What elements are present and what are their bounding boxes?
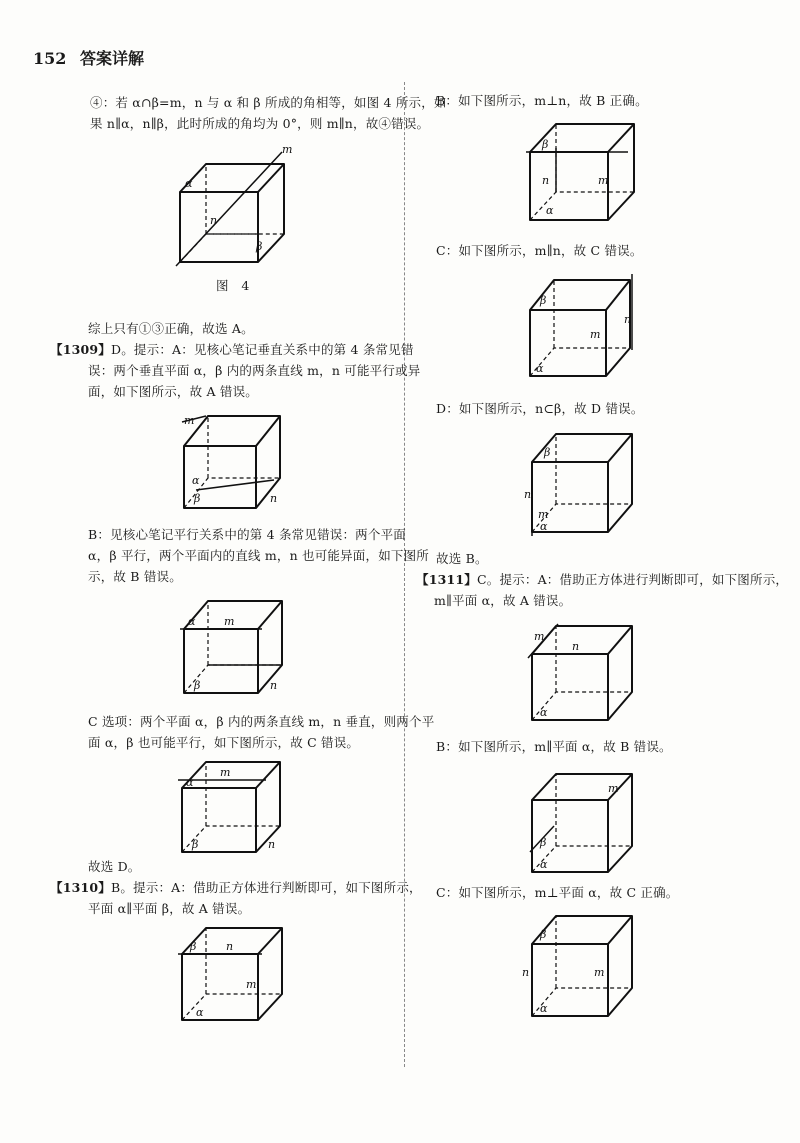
- text-line: D。提示：A：见核心笔记垂直关系中的第 4 条常见错: [111, 342, 414, 357]
- label-alpha: α: [192, 474, 200, 487]
- text-line: B。提示：A：借助正方体进行判断即可，如下图所示，: [111, 880, 422, 895]
- figure-1309-c-cube: [176, 758, 290, 858]
- label-beta: β: [192, 838, 199, 851]
- figure-1309-a-cube: [178, 408, 290, 516]
- label-alpha: α: [188, 615, 196, 628]
- figure-1310-d-cube: [522, 428, 642, 540]
- figure-1309-b-cube: [178, 595, 290, 701]
- figure-1310-c-label-n: [622, 312, 636, 326]
- choose-d-text: 故选 D。: [88, 859, 141, 874]
- label-m: m: [184, 414, 195, 427]
- figure-1310-c-cube: [520, 270, 644, 382]
- conclusion-text: 综上只有①③正确，故选 A。: [88, 321, 254, 336]
- label-n: n: [270, 679, 278, 692]
- text-line: α，β 平行，两个平面内的直线 m，n 也可能异面，如下图所: [88, 548, 429, 563]
- right-b1-text: B：如下图所示，m⊥n，故 B 正确。: [436, 93, 648, 108]
- label-beta: β: [194, 492, 201, 505]
- label-n: n: [572, 640, 580, 653]
- figure-4-cube: [170, 140, 300, 272]
- label-beta: β: [542, 138, 549, 151]
- choose-b-text: 故选 B。: [436, 551, 488, 566]
- paragraph-case4: [90, 92, 447, 134]
- label-alpha: α: [196, 1006, 204, 1019]
- text-line: 面 α，β 也可能平行，如下图所示，故 C 错误。: [88, 735, 360, 750]
- label-alpha: α: [185, 177, 193, 190]
- label-n: n: [270, 492, 278, 505]
- label-beta: β: [540, 928, 547, 941]
- label-beta: β: [540, 294, 547, 307]
- label-beta: β: [540, 836, 547, 849]
- figure-1310-a-cube: [176, 922, 290, 1028]
- label-m: m: [534, 630, 545, 643]
- figure-4-caption: 图 4: [216, 278, 250, 293]
- text-line: C。提示：A：借助正方体进行判断即可，如下图所示，: [477, 572, 789, 587]
- right-c2-text: C：如下图所示，m⊥平面 α，故 C 正确。: [436, 885, 679, 900]
- figure-1310-b-cube: [520, 118, 644, 228]
- text-line: 误：两个垂直平面 α，β 内的两条直线 m，n 可能平行或异: [88, 363, 421, 378]
- paragraph-b: [88, 524, 429, 587]
- label-n: n: [624, 313, 632, 326]
- label-m: m: [608, 782, 619, 795]
- question-tag: 【1309】: [50, 342, 111, 357]
- question-tag: 【1310】: [50, 880, 111, 895]
- page-header: [33, 46, 152, 69]
- label-n: n: [542, 174, 550, 187]
- right-b2-text: B：如下图所示，m∥平面 α，故 B 错误。: [436, 739, 672, 754]
- label-n: n: [524, 488, 532, 501]
- question-1310: [50, 877, 422, 919]
- text-line: 示，故 B 错误。: [88, 569, 182, 584]
- page-title: 答案详解: [79, 49, 144, 68]
- label-beta: β: [190, 940, 197, 953]
- label-alpha: α: [186, 776, 194, 789]
- question-1311: [416, 569, 788, 611]
- label-m: m: [220, 766, 231, 779]
- paragraph-c: [88, 711, 434, 753]
- text-line: 面，如下图所示，故 A 错误。: [88, 384, 258, 399]
- label-m: m: [282, 143, 293, 156]
- right-d1-text: D：如下图所示，n⊂β，故 D 错误。: [436, 401, 644, 416]
- label-n: n: [268, 838, 276, 851]
- text-line: C 选项：两个平面 α，β 内的两条直线 m，n 垂直，则两个平: [88, 714, 435, 729]
- label-alpha: α: [540, 1002, 548, 1015]
- label-m: m: [224, 615, 235, 628]
- label-beta: β: [256, 240, 263, 253]
- text-line: ④：若 α∩β=m，n 与 α 和 β 所成的角相等，如图 4 所示，如: [90, 95, 447, 110]
- question-1309: [50, 339, 420, 402]
- text-line: B：见核心笔记平行关系中的第 4 条常见错误：两个平面: [88, 527, 406, 542]
- label-beta: β: [194, 679, 201, 692]
- question-tag: 【1311】: [416, 572, 477, 587]
- figure-1311-a-cube: [522, 620, 642, 728]
- label-m: m: [598, 174, 609, 187]
- text-line: 果 n∥α，n∥β，此时所成的角均为 0°，则 m∥n，故④错误。: [90, 116, 430, 131]
- label-alpha: α: [540, 520, 548, 533]
- text-line: 平面 α∥平面 β，故 A 错误。: [88, 901, 251, 916]
- label-alpha: α: [536, 362, 544, 375]
- label-n: n: [210, 214, 218, 227]
- label-m: m: [246, 978, 257, 991]
- label-alpha: α: [540, 858, 548, 871]
- label-alpha: α: [540, 706, 548, 719]
- text-line: m∥平面 α，故 A 错误。: [434, 593, 572, 608]
- right-c1-text: C：如下图所示，m∥n，故 C 错误。: [436, 243, 643, 258]
- label-alpha: α: [546, 204, 554, 217]
- label-beta: β: [544, 446, 551, 459]
- figure-1311-b-cube: [522, 770, 642, 880]
- label-m: m: [538, 508, 549, 521]
- label-m: m: [594, 966, 605, 979]
- label-m: m: [590, 328, 601, 341]
- figure-1311-c-cube: [520, 912, 644, 1024]
- page-number: 152: [33, 49, 67, 68]
- label-n: n: [522, 966, 530, 979]
- label-n: n: [226, 940, 234, 953]
